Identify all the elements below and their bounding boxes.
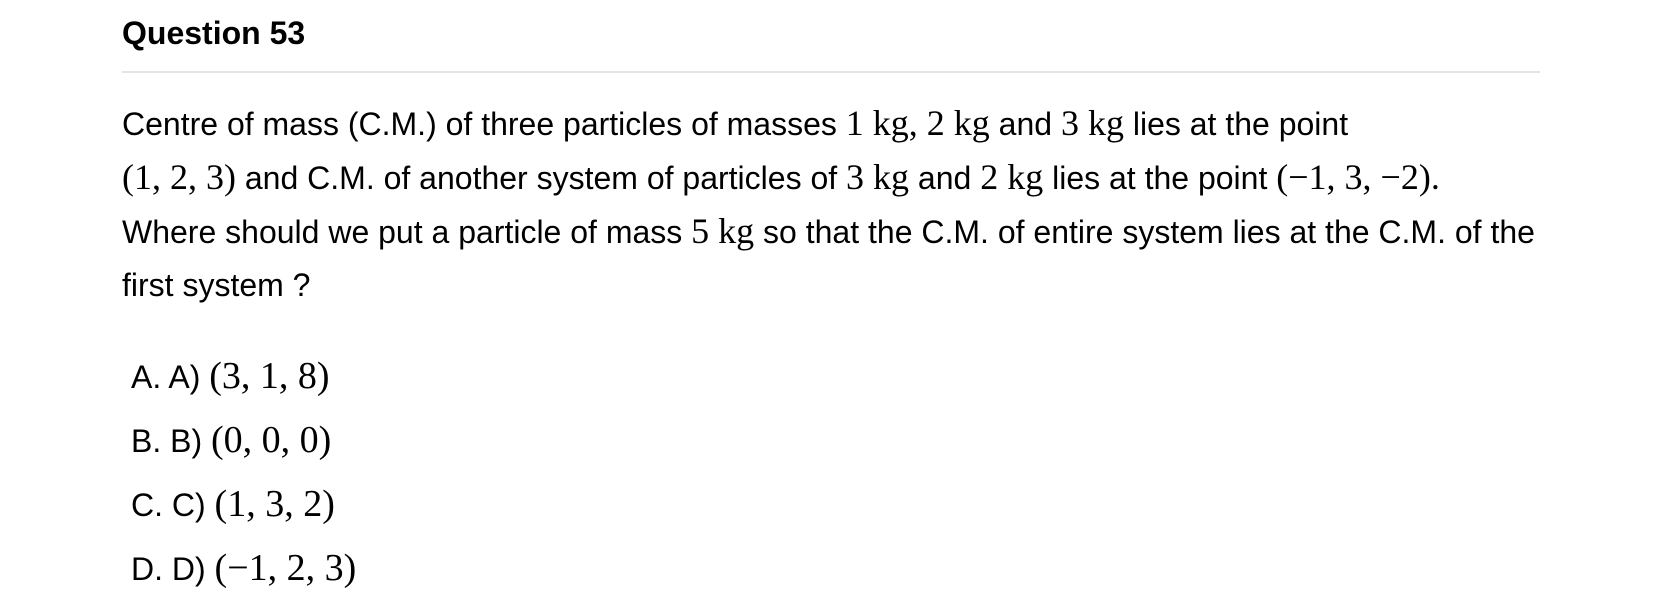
option-a-value: (3, 1, 8) [209, 355, 330, 397]
stem-math-masses: 1 kg, 2 kg [845, 103, 990, 143]
question-title: Question 53 [122, 15, 306, 51]
stem-math-mass-5kg: 5 kg [691, 211, 755, 251]
option-c-value: (1, 3, 2) [214, 483, 335, 525]
option-d[interactable] [131, 536, 1540, 600]
stem-math-mass-3kg-b: 3 kg [846, 157, 910, 197]
option-d-value: (−1, 2, 3) [214, 547, 357, 589]
stem-math-mass-2kg: 2 kg [980, 157, 1044, 197]
stem-text-3: lies at the point [1123, 106, 1349, 142]
option-b-label: B. B) [131, 423, 212, 459]
option-a-label: A. A) [131, 359, 210, 395]
stem-math-point-1: (1, 2, 3) [122, 157, 236, 197]
option-b[interactable] [131, 408, 1540, 472]
stem-text-6: lies at the point [1043, 160, 1277, 196]
option-c[interactable] [131, 472, 1540, 536]
title-divider [122, 71, 1540, 73]
stem-math-mass-3kg: 3 kg [1060, 103, 1124, 143]
stem-text-1: Centre of mass (C.M.) of three particles of masses [122, 106, 846, 142]
stem-text-4: and C.M. of another system of particles of [235, 160, 847, 196]
stem-math-point-2: (−1, 3, −2). [1276, 157, 1440, 197]
option-a[interactable] [131, 344, 1540, 408]
stem-text-5: and [909, 160, 981, 196]
option-d-label: D. D) [131, 551, 215, 587]
question-card [122, 0, 1540, 600]
question-stem [122, 97, 1540, 312]
stem-text-8: so that the C.M. of entire system lies at the C.M. of the first system ? [122, 214, 1535, 303]
option-c-label: C. C) [131, 487, 215, 523]
stem-text-2: and [989, 106, 1061, 142]
stem-text-7: Where should we put a particle of mass [122, 214, 692, 250]
option-b-value: (0, 0, 0) [211, 419, 332, 461]
answer-options [122, 344, 1540, 600]
